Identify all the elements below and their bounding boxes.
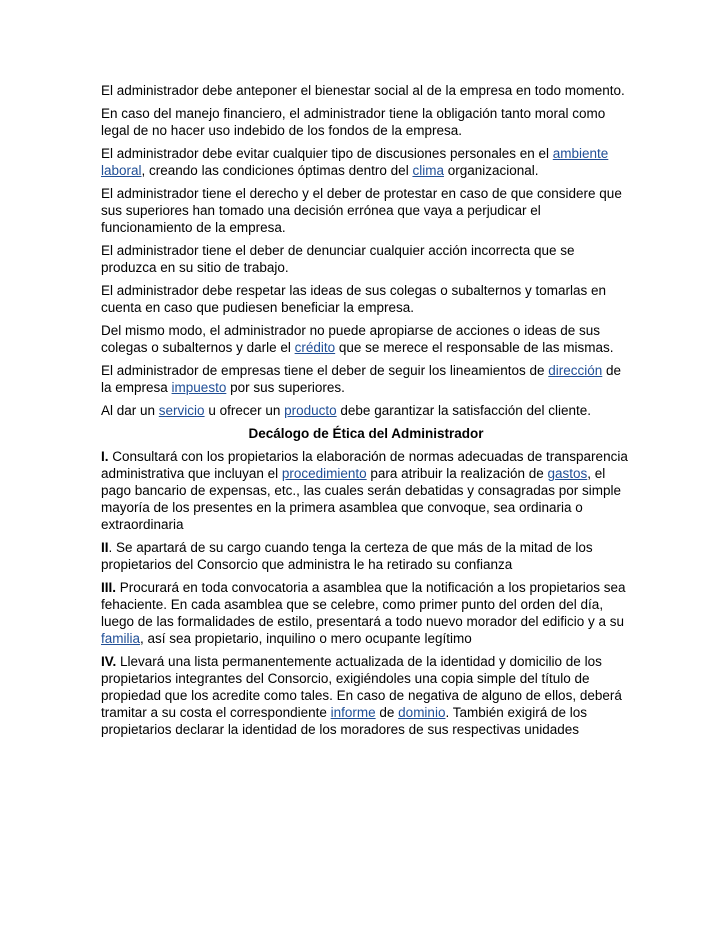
text-run: que se merece el responsable de las mismas. <box>335 340 614 355</box>
paragraph <box>101 282 631 316</box>
inline-link[interactable]: gastos <box>547 466 588 481</box>
inline-link[interactable]: clima <box>412 163 444 178</box>
text-run: . También exigirá de los propietarios declarar la identidad de los moradores de sus respectivas unidades <box>101 705 588 737</box>
text-run: Llevará una lista permanentemente actualizada de la identidad y domicilio de los propietarios integrantes del Consorcio, exigiéndoles una copia simple del título de propiedad que los acredite como tales. En caso de negativa de alguno de ellos, deberá tramitar a su costa el correspondiente <box>101 654 622 720</box>
inline-link[interactable]: crédito <box>294 340 336 355</box>
numeral-label: IV. <box>101 654 117 669</box>
paragraph <box>101 242 631 276</box>
text-run: por sus superiores. <box>226 380 345 395</box>
text-run: organizacional. <box>443 163 539 178</box>
inline-link[interactable]: laboral <box>101 163 142 178</box>
inline-link[interactable]: ambiente <box>552 146 609 161</box>
paragraph <box>101 402 631 419</box>
paragraph <box>101 145 631 179</box>
inline-link[interactable]: impuesto <box>171 380 227 395</box>
inline-link[interactable]: dominio <box>398 705 446 720</box>
paragraph <box>101 653 631 738</box>
text-run: debe garantizar la satisfacción del cliente. <box>336 403 592 418</box>
inline-link[interactable]: familia <box>101 631 141 646</box>
numeral-label: I. <box>101 449 109 464</box>
text-run: El administrador tiene el derecho y el deber de protestar en caso de que considere que sus superiores han tomado una decisión errónea que vaya a perjudicar el funcionamiento de la empresa. <box>101 186 622 235</box>
text-run: Procurará en toda convocatoria a asamblea que la notificación a los propietarios sea fehaciente. En cada asamblea que se celebre, como primer punto del orden del día, luego de las formalidades de estilo, presentará a todo nuevo morador del edificio y a su <box>101 580 626 629</box>
section-heading <box>101 425 631 442</box>
paragraph <box>101 579 631 647</box>
document-body <box>101 82 631 744</box>
paragraph <box>101 82 631 99</box>
text-run: u ofrecer un <box>204 403 285 418</box>
numeral-label: II <box>101 540 109 555</box>
paragraph <box>101 448 631 533</box>
paragraph <box>101 322 631 356</box>
paragraph <box>101 362 631 396</box>
inline-link[interactable]: procedimiento <box>281 466 367 481</box>
paragraph <box>101 539 631 573</box>
text-run: El administrador debe anteponer el bienestar social al de la empresa en todo momento. <box>101 83 625 98</box>
text-run: El administrador de empresas tiene el deber de seguir los lineamientos de <box>101 363 549 378</box>
paragraph <box>101 105 631 139</box>
text-run: . Se apartará de su cargo cuando tenga la certeza de que más de la mitad de los propietarios del Consorcio que administra le ha retirado su confianza <box>101 540 593 572</box>
text-run: para atribuir la realización de <box>366 466 548 481</box>
text-run: de <box>375 705 399 720</box>
text-run: Al dar un <box>101 403 159 418</box>
inline-link[interactable]: producto <box>284 403 337 418</box>
text-run: Consultará con los propietarios la elaboración de normas adecuadas de transparencia administrativa que incluyan el <box>101 449 628 481</box>
text-run: , así sea propietario, inquilino o mero ocupante legítimo <box>140 631 472 646</box>
numeral-label: III. <box>101 580 117 595</box>
text-run: El administrador tiene el deber de denunciar cualquier acción incorrecta que se produzca en su sitio de trabajo. <box>101 243 575 275</box>
inline-link[interactable]: informe <box>330 705 376 720</box>
inline-link[interactable]: dirección <box>548 363 603 378</box>
text-run: , creando las condiciones óptimas dentro del <box>141 163 413 178</box>
text-run: En caso del manejo financiero, el administrador tiene la obligación tanto moral como legal de no hacer uso indebido de los fondos de la empresa. <box>101 106 606 138</box>
text-run: de la empresa <box>101 363 622 395</box>
text-run: El administrador debe respetar las ideas de sus colegas o subalternos y tomarlas en cuenta en caso que pudiesen beneficiar la empresa. <box>101 283 607 315</box>
heading-text: Decálogo de Ética del Administrador <box>248 426 484 441</box>
inline-link[interactable]: servicio <box>158 403 205 418</box>
text-run: Del mismo modo, el administrador no puede apropiarse de acciones o ideas de sus colegas o subalternos y darle el <box>101 323 601 355</box>
text-run: , el pago bancario de expensas, etc., las cuales serán debatidas y consagradas por simple mayoría de los presentes en la primera asamblea que convoque, sea ordinaria o extraordinaria <box>101 466 622 532</box>
paragraph <box>101 185 631 236</box>
text-run: El administrador debe evitar cualquier tipo de discusiones personales en el <box>101 146 553 161</box>
